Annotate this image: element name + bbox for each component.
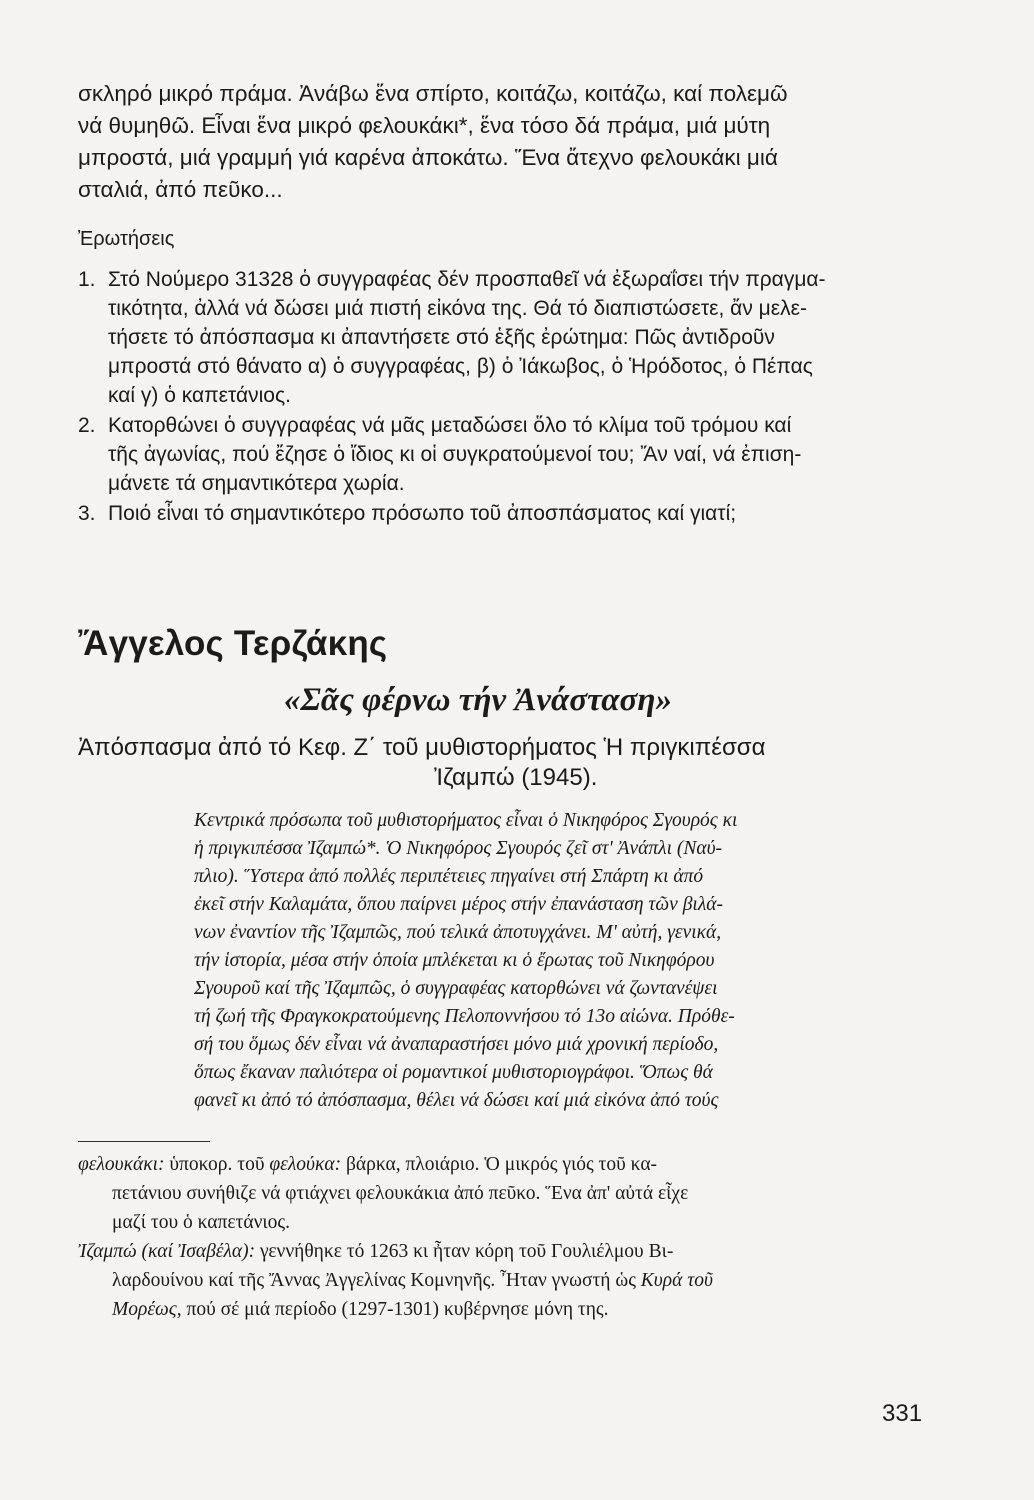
- question-line: Στό Νούμερο 31328 ὁ συγγραφέας δέν προσπαθεῖ νά ἐξωραΐσει τήν πραγμα-: [108, 268, 826, 291]
- intro-line: νά θυμηθῶ. Εἶναι ἕνα μικρό φελουκάκι*, ἕνα τόσο δά πράμα, μιά μύτη: [78, 113, 771, 138]
- questions-heading: Ἐρωτήσεις: [78, 228, 175, 250]
- question-line: τήσετε τό ἀπόσπασμα κι ἀπαντήσετε στό ἑξῆς ἐρώτημα: Πῶς ἀντιδροῦν: [108, 326, 775, 349]
- footnote-emphasis: Μορέως,: [112, 1299, 182, 1320]
- footnote-text: ὑποκορ. τοῦ: [164, 1154, 270, 1175]
- questions-list: [78, 265, 934, 528]
- footnote-text: γεννήθηκε τό 1263 κι ἦταν κόρη τοῦ Γουλιέλμου Βι-: [255, 1241, 674, 1262]
- page-number: 331: [882, 1400, 923, 1427]
- summary-line: σή του ὅμως δέν εἶναι νά ἀναπαραστήσει μόνο μιά χρονική περίοδο,: [194, 1034, 719, 1055]
- summary-paragraph: [78, 807, 934, 1115]
- summary-line: τήν ἱστορία, μέσα στήν ὁποία μπλέκεται κι ὁ ἔρωτας τοῦ Νικηφόρου: [194, 950, 715, 971]
- footnote-term: φελούκα:: [269, 1154, 342, 1175]
- question-number: 1.: [78, 268, 96, 291]
- summary-line: ἡ πριγκιπέσσα Ἰζαμπώ*. Ὁ Νικηφόρος Σγουρός ζεῖ στ' Ἀνάπλι (Ναύ-: [194, 838, 723, 859]
- summary-line: πλιο). Ὕστερα ἀπό πολλές περιπέτειες πηγαίνει στή Σπάρτη κι ἀπό: [194, 866, 704, 887]
- question-line: μάνετε τά σημαντικότερα χωρία.: [108, 472, 405, 495]
- question-number: 3.: [78, 502, 96, 525]
- question-number: 2.: [78, 414, 96, 437]
- excerpt-source: [78, 733, 934, 793]
- summary-line: Κεντρικά πρόσωπα τοῦ μυθιστορήματος εἶναι ὁ Νικηφόρος Σγουρός κι: [194, 810, 738, 831]
- question-line: μπροστά στό θάνατο α) ὁ συγγραφέας, β) ὁ Ἰάκωβος, ὁ Ἡρόδοτος, ὁ Πέπας: [108, 355, 813, 378]
- summary-line: ἐκεῖ στήν Καλαμάτα, ὅπου παίρνει μέρος στήν ἐπανάσταση τῶν βιλά-: [194, 894, 724, 915]
- question-item: [78, 499, 934, 528]
- summary-line: νων ἐναντίον τῆς Ἰζαμπῶς, πού τελικά ἀποτυγχάνει. Μ' αὐτή, γενικά,: [194, 922, 722, 943]
- footnote-divider: [78, 1141, 210, 1142]
- question-line: Κατορθώνει ὁ συγγραφέας νά μᾶς μεταδώσει ὅλο τό κλίμα τοῦ τρόμου καί: [108, 414, 792, 437]
- footnote: [78, 1237, 934, 1324]
- author-name: Ἄγγελος Τερζάκης: [78, 624, 388, 663]
- intro-line: σκληρό μικρό πράμα. Ἀνάβω ἕνα σπίρτο, κοιτάζω, κοιτάζω, καί πολεμῶ: [78, 81, 788, 106]
- footnotes: [78, 1150, 934, 1324]
- footnote-term: Ἰζαμπώ (καί Ἰσαβέλα):: [78, 1241, 256, 1262]
- question-item: [78, 265, 934, 410]
- question-item: [78, 411, 934, 498]
- summary-line: ὅπως ἔκαναν παλιότερα οἱ ρομαντικοί μυθιστοριογράφοι. Ὅπως θά: [194, 1062, 713, 1083]
- summary-line: τή ζωή τῆς Φραγκοκρατούμενης Πελοποννήσου τό 13ο αἰώνα. Πρόθε-: [194, 1006, 735, 1027]
- question-line: τῆς ἀγωνίας, πού ἔζησε ὁ ἴδιος κι οἱ συγκρατούμενοί του; Ἄν ναί, νά ἐπιση-: [108, 443, 802, 466]
- footnote-line: μαζί του ὁ καπετάνιος.: [112, 1212, 290, 1233]
- footnote: [78, 1150, 934, 1237]
- footnote-text: πού σέ μιά περίοδο (1297-1301) κυβέρνησε μόνη της.: [181, 1299, 609, 1320]
- question-line: καί γ) ὁ καπετάνιος.: [108, 384, 291, 407]
- footnote-term: φελουκάκι:: [78, 1154, 165, 1175]
- footnote-line: πετάνιου συνήθιζε νά φτιάχνει φελουκάκια ἀπό πεῦκο. Ἕνα ἀπ' αὐτά εἶχε: [112, 1183, 689, 1204]
- summary-line: φανεῖ κι ἀπό τό ἀπόσπασμα, θέλει νά δώσει καί μιά εἰκόνα ἀπό τούς: [194, 1090, 719, 1111]
- question-line: τικότητα, ἀλλά νά δώσει μιά πιστή εἰκόνα της. Θά τό διαπιστώσετε, ἄν μελε-: [108, 297, 807, 320]
- excerpt-source-line: Ἀπόσπασμα ἀπό τό Κεφ. Ζ΄ τοῦ μυθιστορήματος Ἡ πριγκιπέσσα: [78, 734, 766, 761]
- intro-paragraph: [78, 78, 934, 206]
- footnote-text: βάρκα, πλοιάριο. Ὁ μικρός γιός τοῦ κα-: [341, 1154, 658, 1175]
- footnote-text: λαρδουίνου καί τῆς Ἄννας Ἀγγελίνας Κομνηνῆς. Ἦταν γνωστή ὡς: [112, 1270, 641, 1291]
- question-line: Ποιό εἶναι τό σημαντικότερο πρόσωπο τοῦ ἀποσπάσματος καί γιατί;: [108, 502, 737, 525]
- intro-line: μπροστά, μιά γραμμή γιά καρένα ἀποκάτω. Ἕνα ἄτεχνο φελουκάκι μιά: [78, 145, 778, 170]
- excerpt-source-line: Ἰζαμπώ (1945).: [434, 764, 598, 791]
- work-title: «Σᾶς φέρνω τήν Ἀνάσταση»: [284, 682, 672, 718]
- footnote-emphasis: Κυρά τοῦ: [640, 1270, 713, 1291]
- summary-line: Σγουροῦ καί τῆς Ἰζαμπῶς, ὁ συγγραφέας κατορθώνει νά ζωντανέψει: [194, 978, 718, 999]
- intro-line: σταλιά, ἀπό πεῦκο...: [78, 177, 283, 202]
